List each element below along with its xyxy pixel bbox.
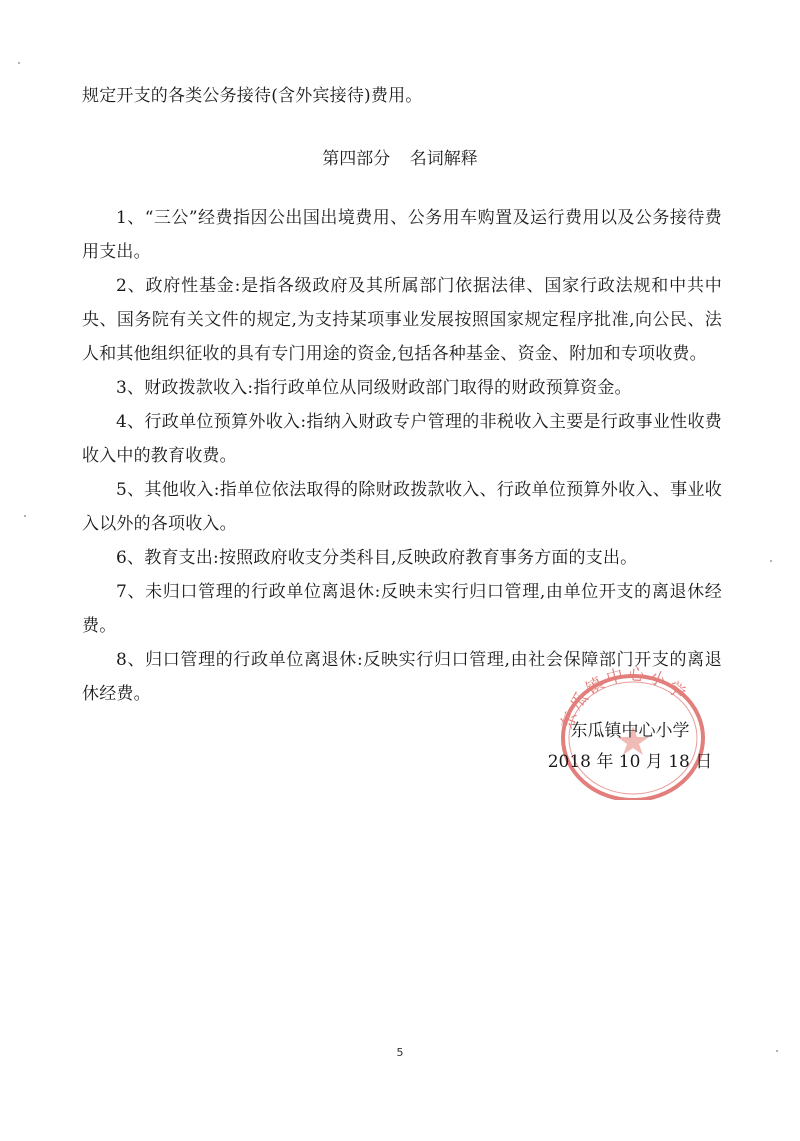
- definition-item: 5、其他收入:指单位依法取得的除财政拨款收入、行政单位预算外收入、事业收入以外的各项收入。: [82, 480, 722, 534]
- definition-item: 3、财政拨款收入:指行政单位从同级财政部门取得的财政预算资金。: [116, 378, 632, 398]
- definition-item: 1、“三公”经费指因公出国出境费用、公务用车购置及运行费用以及公务接待费用支出。: [82, 208, 722, 262]
- seal-text: 东瓜镇中心小学: [557, 664, 692, 732]
- definition-item: 6、教育支出:按照政府收支分类科目,反映政府教育事务方面的支出。: [116, 548, 638, 568]
- section-title: 第四部分 名词解释: [322, 149, 478, 169]
- signature-date: 2018 年 10 月 18 日: [547, 752, 713, 772]
- scan-speck: [776, 1050, 778, 1052]
- definition-list: [82, 201, 722, 711]
- definition-item: 7、未归口管理的行政单位离退休:反映未实行归口管理,由单位开支的离退休经费。: [82, 582, 722, 636]
- signature-organization: 东瓜镇中心小学: [570, 721, 690, 741]
- scan-speck: [24, 515, 26, 517]
- continuation-paragraph: 规定开支的各类公务接待(含外宾接待)费用。: [82, 86, 423, 106]
- definition-item: 4、行政单位预算外收入:指纳入财政专户管理的非税收入主要是行政事业性收费收入中的教育收费。: [82, 412, 722, 466]
- scan-speck: [770, 560, 772, 562]
- page-number: 5: [396, 1046, 404, 1059]
- definition-item: 8、归口管理的行政单位离退休:反映实行归口管理,由社会保障部门开支的离退休经费。: [82, 650, 722, 704]
- scan-speck: [18, 62, 20, 64]
- definition-item: 2、政府性基金:是指各级政府及其所属部门依据法律、国家行政法规和中共中央、国务院有关文件的规定,为支持某项事业发展按照国家规定程序批准,向公民、法人和其他组织征收的具有专门用途的资金,包括各种基金、资金、附加和专项收费。: [82, 276, 722, 364]
- signature-block: [530, 716, 730, 778]
